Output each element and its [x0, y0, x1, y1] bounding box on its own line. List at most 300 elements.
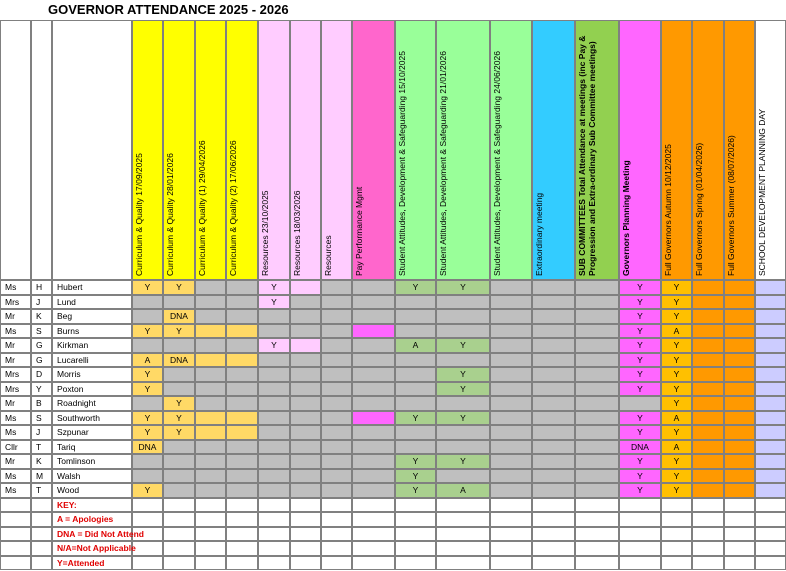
- empty-cell[interactable]: [321, 527, 352, 542]
- empty-cell[interactable]: [575, 498, 619, 513]
- attendance-cell[interactable]: [724, 440, 755, 455]
- attendance-cell[interactable]: [692, 353, 724, 368]
- row-initial[interactable]: S: [31, 411, 52, 426]
- empty-cell[interactable]: [226, 541, 258, 556]
- attendance-cell[interactable]: [226, 469, 258, 484]
- attendance-cell[interactable]: [575, 309, 619, 324]
- attendance-cell[interactable]: [352, 280, 395, 295]
- header-blank[interactable]: [31, 20, 52, 280]
- empty-cell[interactable]: [619, 541, 661, 556]
- empty-cell[interactable]: [0, 556, 31, 571]
- attendance-cell[interactable]: [436, 324, 490, 339]
- attendance-cell[interactable]: [755, 280, 786, 295]
- attendance-cell[interactable]: [490, 338, 532, 353]
- column-header[interactable]: [619, 20, 661, 280]
- attendance-cell[interactable]: [195, 324, 226, 339]
- empty-cell[interactable]: [321, 498, 352, 513]
- attendance-cell[interactable]: Y: [661, 469, 692, 484]
- attendance-cell[interactable]: [532, 454, 575, 469]
- attendance-cell[interactable]: [290, 353, 321, 368]
- row-title[interactable]: Ms: [0, 469, 31, 484]
- attendance-cell[interactable]: Y: [661, 280, 692, 295]
- attendance-cell[interactable]: [226, 411, 258, 426]
- attendance-cell[interactable]: [575, 469, 619, 484]
- attendance-cell[interactable]: [226, 425, 258, 440]
- empty-cell[interactable]: [290, 541, 321, 556]
- attendance-cell[interactable]: [321, 425, 352, 440]
- row-title[interactable]: Mrs: [0, 382, 31, 397]
- empty-cell[interactable]: [532, 541, 575, 556]
- empty-cell[interactable]: [352, 556, 395, 571]
- attendance-cell[interactable]: [532, 338, 575, 353]
- attendance-cell[interactable]: [163, 295, 195, 310]
- attendance-cell[interactable]: A: [436, 483, 490, 498]
- attendance-cell[interactable]: Y: [395, 280, 436, 295]
- attendance-cell[interactable]: [132, 309, 163, 324]
- empty-cell[interactable]: [490, 512, 532, 527]
- attendance-cell[interactable]: [163, 440, 195, 455]
- empty-cell[interactable]: [490, 541, 532, 556]
- attendance-cell[interactable]: [490, 425, 532, 440]
- attendance-cell[interactable]: [195, 440, 226, 455]
- empty-cell[interactable]: [163, 512, 195, 527]
- attendance-cell[interactable]: Y: [132, 425, 163, 440]
- attendance-cell[interactable]: [132, 338, 163, 353]
- attendance-cell[interactable]: Y: [661, 338, 692, 353]
- empty-cell[interactable]: [436, 512, 490, 527]
- attendance-cell[interactable]: [692, 309, 724, 324]
- attendance-cell[interactable]: [692, 280, 724, 295]
- row-title[interactable]: Cllr: [0, 440, 31, 455]
- empty-cell[interactable]: [724, 541, 755, 556]
- attendance-cell[interactable]: [692, 483, 724, 498]
- empty-cell[interactable]: [724, 512, 755, 527]
- attendance-cell[interactable]: [724, 454, 755, 469]
- attendance-cell[interactable]: Y: [436, 338, 490, 353]
- attendance-cell[interactable]: [258, 396, 290, 411]
- row-surname[interactable]: Southworth: [52, 411, 132, 426]
- column-header[interactable]: [755, 20, 786, 280]
- attendance-cell[interactable]: Y: [661, 425, 692, 440]
- attendance-cell[interactable]: [532, 396, 575, 411]
- attendance-cell[interactable]: Y: [395, 411, 436, 426]
- empty-cell[interactable]: [692, 498, 724, 513]
- attendance-cell[interactable]: [352, 483, 395, 498]
- empty-cell[interactable]: [0, 512, 31, 527]
- column-header[interactable]: [532, 20, 575, 280]
- attendance-cell[interactable]: Y: [163, 280, 195, 295]
- empty-cell[interactable]: [724, 556, 755, 571]
- attendance-cell[interactable]: [321, 411, 352, 426]
- attendance-cell[interactable]: [692, 367, 724, 382]
- row-surname[interactable]: Burns: [52, 324, 132, 339]
- attendance-cell[interactable]: [321, 309, 352, 324]
- attendance-cell[interactable]: [724, 483, 755, 498]
- attendance-cell[interactable]: Y: [132, 411, 163, 426]
- attendance-cell[interactable]: Y: [619, 411, 661, 426]
- attendance-cell[interactable]: [532, 295, 575, 310]
- column-header[interactable]: [575, 20, 619, 280]
- column-header[interactable]: [490, 20, 532, 280]
- attendance-cell[interactable]: [163, 382, 195, 397]
- attendance-cell[interactable]: [321, 396, 352, 411]
- empty-cell[interactable]: [226, 498, 258, 513]
- attendance-cell[interactable]: [692, 324, 724, 339]
- attendance-cell[interactable]: [321, 483, 352, 498]
- attendance-cell[interactable]: [532, 440, 575, 455]
- attendance-cell[interactable]: [290, 396, 321, 411]
- attendance-cell[interactable]: [575, 338, 619, 353]
- attendance-cell[interactable]: [226, 338, 258, 353]
- attendance-cell[interactable]: [490, 454, 532, 469]
- empty-cell[interactable]: [0, 541, 31, 556]
- attendance-cell[interactable]: [352, 411, 395, 426]
- attendance-cell[interactable]: [724, 411, 755, 426]
- empty-cell[interactable]: [132, 512, 163, 527]
- attendance-cell[interactable]: Y: [395, 483, 436, 498]
- empty-cell[interactable]: [352, 512, 395, 527]
- attendance-cell[interactable]: [352, 295, 395, 310]
- attendance-cell[interactable]: Y: [661, 396, 692, 411]
- attendance-cell[interactable]: Y: [258, 338, 290, 353]
- attendance-cell[interactable]: [132, 454, 163, 469]
- attendance-cell[interactable]: Y: [436, 411, 490, 426]
- attendance-cell[interactable]: [532, 411, 575, 426]
- column-header[interactable]: [226, 20, 258, 280]
- attendance-cell[interactable]: Y: [619, 382, 661, 397]
- attendance-cell[interactable]: Y: [661, 367, 692, 382]
- column-header[interactable]: [661, 20, 692, 280]
- attendance-cell[interactable]: [352, 324, 395, 339]
- attendance-cell[interactable]: [132, 469, 163, 484]
- empty-cell[interactable]: [163, 498, 195, 513]
- row-initial[interactable]: J: [31, 425, 52, 440]
- row-initial[interactable]: D: [31, 367, 52, 382]
- attendance-cell[interactable]: A: [661, 324, 692, 339]
- attendance-cell[interactable]: [436, 309, 490, 324]
- attendance-cell[interactable]: [755, 382, 786, 397]
- row-initial[interactable]: H: [31, 280, 52, 295]
- empty-cell[interactable]: [195, 541, 226, 556]
- attendance-cell[interactable]: [755, 469, 786, 484]
- attendance-cell[interactable]: [195, 338, 226, 353]
- empty-cell[interactable]: [661, 498, 692, 513]
- attendance-cell[interactable]: [258, 469, 290, 484]
- attendance-cell[interactable]: [226, 440, 258, 455]
- attendance-cell[interactable]: [226, 382, 258, 397]
- empty-cell[interactable]: [258, 541, 290, 556]
- attendance-cell[interactable]: [490, 280, 532, 295]
- empty-cell[interactable]: [755, 527, 786, 542]
- empty-cell[interactable]: [692, 512, 724, 527]
- attendance-cell[interactable]: [575, 353, 619, 368]
- attendance-cell[interactable]: Y: [436, 367, 490, 382]
- attendance-cell[interactable]: [692, 295, 724, 310]
- attendance-cell[interactable]: Y: [619, 469, 661, 484]
- empty-cell[interactable]: [352, 527, 395, 542]
- attendance-cell[interactable]: [195, 469, 226, 484]
- row-surname[interactable]: Szpunar: [52, 425, 132, 440]
- attendance-cell[interactable]: [490, 396, 532, 411]
- row-initial[interactable]: T: [31, 483, 52, 498]
- empty-cell[interactable]: [490, 556, 532, 571]
- attendance-cell[interactable]: Y: [132, 483, 163, 498]
- attendance-cell[interactable]: [226, 280, 258, 295]
- empty-cell[interactable]: [692, 527, 724, 542]
- attendance-cell[interactable]: [436, 353, 490, 368]
- attendance-cell[interactable]: [195, 454, 226, 469]
- attendance-cell[interactable]: [575, 411, 619, 426]
- attendance-cell[interactable]: [395, 324, 436, 339]
- attendance-cell[interactable]: Y: [619, 367, 661, 382]
- attendance-cell[interactable]: [290, 324, 321, 339]
- attendance-cell[interactable]: [724, 309, 755, 324]
- attendance-cell[interactable]: [395, 382, 436, 397]
- attendance-cell[interactable]: [490, 295, 532, 310]
- row-initial[interactable]: M: [31, 469, 52, 484]
- row-surname[interactable]: Tomlinson: [52, 454, 132, 469]
- row-initial[interactable]: G: [31, 353, 52, 368]
- column-header[interactable]: [163, 20, 195, 280]
- attendance-cell[interactable]: [352, 367, 395, 382]
- attendance-cell[interactable]: [692, 411, 724, 426]
- empty-cell[interactable]: [395, 512, 436, 527]
- empty-cell[interactable]: [290, 527, 321, 542]
- attendance-cell[interactable]: [321, 295, 352, 310]
- empty-cell[interactable]: [163, 541, 195, 556]
- row-title[interactable]: Mr: [0, 338, 31, 353]
- empty-cell[interactable]: [31, 541, 52, 556]
- row-surname[interactable]: Roadnight: [52, 396, 132, 411]
- attendance-cell[interactable]: [532, 382, 575, 397]
- row-title[interactable]: Ms: [0, 411, 31, 426]
- attendance-cell[interactable]: [290, 425, 321, 440]
- attendance-cell[interactable]: [532, 483, 575, 498]
- attendance-cell[interactable]: [258, 440, 290, 455]
- attendance-cell[interactable]: [724, 382, 755, 397]
- row-title[interactable]: Ms: [0, 280, 31, 295]
- attendance-cell[interactable]: [436, 425, 490, 440]
- attendance-cell[interactable]: [755, 483, 786, 498]
- attendance-cell[interactable]: [163, 367, 195, 382]
- attendance-cell[interactable]: [195, 353, 226, 368]
- row-initial[interactable]: Y: [31, 382, 52, 397]
- empty-cell[interactable]: [31, 527, 52, 542]
- empty-cell[interactable]: [692, 541, 724, 556]
- empty-cell[interactable]: [490, 527, 532, 542]
- column-header[interactable]: [395, 20, 436, 280]
- attendance-cell[interactable]: [258, 483, 290, 498]
- attendance-cell[interactable]: [258, 425, 290, 440]
- attendance-cell[interactable]: [352, 425, 395, 440]
- attendance-cell[interactable]: [258, 324, 290, 339]
- attendance-cell[interactable]: [692, 382, 724, 397]
- column-header[interactable]: [352, 20, 395, 280]
- attendance-cell[interactable]: [575, 324, 619, 339]
- empty-cell[interactable]: [724, 527, 755, 542]
- attendance-cell[interactable]: Y: [619, 295, 661, 310]
- empty-cell[interactable]: [258, 527, 290, 542]
- attendance-cell[interactable]: [755, 440, 786, 455]
- attendance-cell[interactable]: [575, 483, 619, 498]
- empty-cell[interactable]: [395, 556, 436, 571]
- empty-cell[interactable]: [575, 556, 619, 571]
- attendance-cell[interactable]: [290, 483, 321, 498]
- attendance-cell[interactable]: [321, 454, 352, 469]
- row-initial[interactable]: T: [31, 440, 52, 455]
- attendance-cell[interactable]: [755, 396, 786, 411]
- attendance-cell[interactable]: [532, 367, 575, 382]
- attendance-cell[interactable]: [163, 454, 195, 469]
- attendance-cell[interactable]: Y: [436, 382, 490, 397]
- attendance-cell[interactable]: [490, 382, 532, 397]
- attendance-cell[interactable]: [163, 469, 195, 484]
- attendance-cell[interactable]: Y: [163, 411, 195, 426]
- attendance-cell[interactable]: [321, 469, 352, 484]
- column-header[interactable]: [290, 20, 321, 280]
- attendance-cell[interactable]: [290, 454, 321, 469]
- attendance-cell[interactable]: [226, 367, 258, 382]
- attendance-cell[interactable]: [352, 396, 395, 411]
- attendance-cell[interactable]: [532, 280, 575, 295]
- attendance-cell[interactable]: [352, 309, 395, 324]
- attendance-cell[interactable]: [575, 280, 619, 295]
- attendance-cell[interactable]: [352, 382, 395, 397]
- attendance-cell[interactable]: [195, 411, 226, 426]
- attendance-cell[interactable]: [321, 324, 352, 339]
- attendance-cell[interactable]: [755, 353, 786, 368]
- attendance-cell[interactable]: [755, 295, 786, 310]
- row-initial[interactable]: B: [31, 396, 52, 411]
- attendance-cell[interactable]: [490, 353, 532, 368]
- attendance-cell[interactable]: Y: [619, 309, 661, 324]
- attendance-cell[interactable]: [692, 338, 724, 353]
- attendance-cell[interactable]: [490, 367, 532, 382]
- attendance-cell[interactable]: [532, 309, 575, 324]
- attendance-cell[interactable]: Y: [661, 309, 692, 324]
- empty-cell[interactable]: [532, 556, 575, 571]
- attendance-cell[interactable]: [490, 309, 532, 324]
- attendance-cell[interactable]: [352, 338, 395, 353]
- empty-cell[interactable]: [395, 541, 436, 556]
- attendance-cell[interactable]: [490, 469, 532, 484]
- attendance-cell[interactable]: [352, 469, 395, 484]
- attendance-cell[interactable]: [258, 367, 290, 382]
- attendance-cell[interactable]: [436, 469, 490, 484]
- attendance-cell[interactable]: Y: [132, 324, 163, 339]
- empty-cell[interactable]: [290, 512, 321, 527]
- attendance-cell[interactable]: A: [395, 338, 436, 353]
- empty-cell[interactable]: [290, 556, 321, 571]
- row-title[interactable]: Mr: [0, 353, 31, 368]
- column-header[interactable]: [436, 20, 490, 280]
- attendance-cell[interactable]: [195, 280, 226, 295]
- attendance-cell[interactable]: [290, 367, 321, 382]
- attendance-cell[interactable]: [290, 295, 321, 310]
- empty-cell[interactable]: [575, 527, 619, 542]
- empty-cell[interactable]: [163, 527, 195, 542]
- attendance-cell[interactable]: Y: [395, 454, 436, 469]
- empty-cell[interactable]: [195, 498, 226, 513]
- attendance-cell[interactable]: [436, 440, 490, 455]
- attendance-cell[interactable]: Y: [619, 483, 661, 498]
- attendance-cell[interactable]: [290, 382, 321, 397]
- row-surname[interactable]: Morris: [52, 367, 132, 382]
- row-initial[interactable]: J: [31, 295, 52, 310]
- attendance-cell[interactable]: Y: [661, 382, 692, 397]
- row-title[interactable]: Mrs: [0, 367, 31, 382]
- attendance-cell[interactable]: A: [132, 353, 163, 368]
- empty-cell[interactable]: [661, 541, 692, 556]
- row-surname[interactable]: Poxton: [52, 382, 132, 397]
- attendance-cell[interactable]: [755, 324, 786, 339]
- attendance-cell[interactable]: Y: [661, 353, 692, 368]
- row-surname[interactable]: Lund: [52, 295, 132, 310]
- attendance-cell[interactable]: [352, 440, 395, 455]
- attendance-cell[interactable]: Y: [661, 295, 692, 310]
- empty-cell[interactable]: [436, 498, 490, 513]
- attendance-cell[interactable]: Y: [619, 454, 661, 469]
- empty-cell[interactable]: [436, 556, 490, 571]
- attendance-cell[interactable]: [575, 295, 619, 310]
- empty-cell[interactable]: [321, 541, 352, 556]
- attendance-cell[interactable]: [395, 309, 436, 324]
- attendance-cell[interactable]: [755, 309, 786, 324]
- attendance-cell[interactable]: [258, 353, 290, 368]
- empty-cell[interactable]: [195, 556, 226, 571]
- empty-cell[interactable]: [575, 541, 619, 556]
- attendance-cell[interactable]: DNA: [619, 440, 661, 455]
- attendance-cell[interactable]: [226, 353, 258, 368]
- empty-cell[interactable]: [352, 541, 395, 556]
- empty-cell[interactable]: [619, 556, 661, 571]
- attendance-cell[interactable]: Y: [619, 338, 661, 353]
- attendance-cell[interactable]: DNA: [163, 353, 195, 368]
- empty-cell[interactable]: [132, 498, 163, 513]
- row-title[interactable]: Ms: [0, 483, 31, 498]
- attendance-cell[interactable]: [532, 353, 575, 368]
- attendance-cell[interactable]: [132, 396, 163, 411]
- attendance-cell[interactable]: [321, 440, 352, 455]
- attendance-cell[interactable]: [575, 454, 619, 469]
- empty-cell[interactable]: [31, 512, 52, 527]
- row-initial[interactable]: S: [31, 324, 52, 339]
- attendance-cell[interactable]: [195, 382, 226, 397]
- attendance-cell[interactable]: [352, 353, 395, 368]
- row-title[interactable]: Mr: [0, 396, 31, 411]
- attendance-cell[interactable]: Y: [619, 324, 661, 339]
- attendance-cell[interactable]: [195, 295, 226, 310]
- row-initial[interactable]: K: [31, 309, 52, 324]
- column-header[interactable]: [724, 20, 755, 280]
- attendance-cell[interactable]: [532, 425, 575, 440]
- attendance-cell[interactable]: [395, 295, 436, 310]
- row-surname[interactable]: Wood: [52, 483, 132, 498]
- attendance-cell[interactable]: [724, 295, 755, 310]
- attendance-cell[interactable]: [226, 309, 258, 324]
- attendance-cell[interactable]: Y: [258, 280, 290, 295]
- attendance-cell[interactable]: [195, 396, 226, 411]
- attendance-cell[interactable]: [724, 353, 755, 368]
- empty-cell[interactable]: [258, 556, 290, 571]
- attendance-cell[interactable]: [226, 454, 258, 469]
- empty-cell[interactable]: [755, 556, 786, 571]
- attendance-cell[interactable]: [290, 440, 321, 455]
- attendance-cell[interactable]: [724, 280, 755, 295]
- attendance-cell[interactable]: [395, 367, 436, 382]
- row-initial[interactable]: G: [31, 338, 52, 353]
- header-blank[interactable]: [0, 20, 31, 280]
